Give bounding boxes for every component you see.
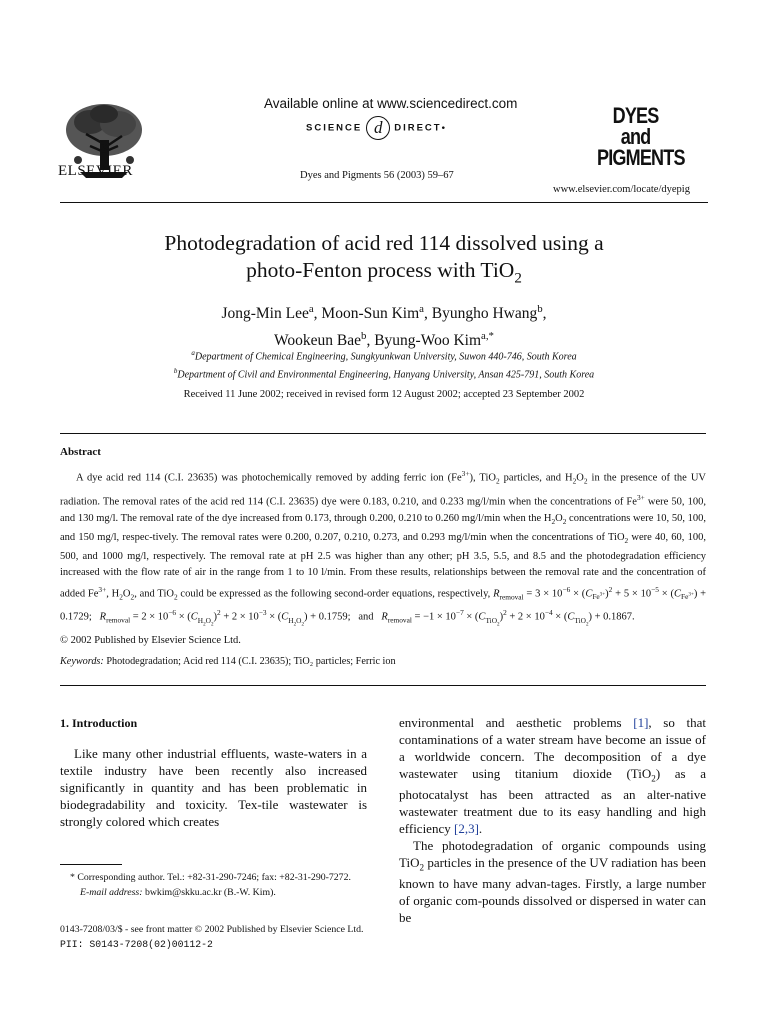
body-left-column (60, 746, 367, 831)
footnote (60, 870, 370, 900)
reference-link-1[interactable]: [1] (633, 715, 649, 730)
sd-right-text: DIRECT• (394, 122, 447, 134)
author-5[interactable]: Byung-Woo Kim (374, 332, 482, 350)
intro-paragraph-1-cont: environmental and aesthetic problems [1], so that contaminations of a water stream have become an issue of a worldwide concern. The decomposition of a dye wastewater using titanium dioxide (TiO$_2$) as a photocatalyst has been attracted as an alter-native wastewater treatment due to its easy handling and high efficiency [2,3]. (399, 715, 706, 837)
corresponding-author-note: * Corresponding author. Tel.: +82-31-290-7246; fax: +82-31-290-7272. (70, 872, 351, 883)
abstract-copyright: © 2002 Published by Elsevier Science Ltd. (60, 634, 241, 646)
journal-logo (597, 103, 685, 170)
reference-link-2-3[interactable]: [2,3] (453, 821, 479, 837)
affiliation-b: $^b$Department of Civil and Environmental Engineering, Hanyang University, Ansan 425-791, South Korea (173, 367, 595, 381)
affiliation-a: $^a$Department of Chemical Engineering, Sungkyunkwan University, Suwon 440-746, South Korea (191, 349, 577, 363)
section-heading-introduction: 1. Introduction (60, 716, 138, 730)
keywords-list: Photodegradation; Acid red 114 (C.I. 23635); TiO₂ particles; Ferric ion (106, 656, 396, 667)
author-2[interactable]: Moon-Sun Kim (321, 305, 420, 323)
keywords (60, 656, 706, 667)
page-footer (60, 922, 363, 952)
sd-left-text: SCIENCE (306, 122, 363, 134)
author-list: Jong-Min Lee$^a$, Moon-Sun Kim$^a$, Byungho Hwang$^b$, Wookeun Bae$^b$, Byung-Woo Kim$^{a,*}$ (221, 303, 547, 350)
email-line: E-mail address: bwkim@skku.ac.kr (B.-W. Kim). (80, 887, 276, 898)
abstract-top-divider (60, 433, 706, 434)
journal-logo-line2: and (620, 124, 651, 149)
received-dates: Received 11 June 2002; received in revised form 12 August 2002; accepted 23 September 2002 (183, 389, 585, 400)
journal-logo-line1: DYES (612, 103, 659, 128)
affiliations (60, 346, 708, 383)
intro-paragraph-1: Like many other industrial effluents, waste-waters in a textile industry have been recently also increased significantly in quantity and has been problematic in biodegradability and toxicity. Tex-tile wastewater is strongly colored which creates (60, 746, 367, 829)
issn-line: 0143-7208/03/$ - see front matter © 2002 Published by Elsevier Science Ltd. (60, 924, 364, 935)
title-line-1: Photodegradation of acid red 114 dissolved using a (164, 231, 604, 255)
pii-line: PII: S0143-7208(02)00112-2 (60, 939, 213, 950)
publisher-name: ELSEVIER (58, 163, 133, 179)
author-email-link[interactable]: bwkim@skku.ac.kr (B.-W. Kim). (144, 887, 276, 898)
journal-url-link[interactable]: www.elsevier.com/locate/dyepig (553, 184, 690, 195)
sd-at-icon: d (366, 116, 390, 140)
body-right-column (399, 715, 706, 927)
author-1[interactable]: Jong-Min Lee (221, 305, 309, 323)
journal-logo-line3: PIGMENTS (597, 145, 685, 170)
abstract-bottom-divider (60, 685, 706, 686)
intro-paragraph-2: The photodegradation of organic compounds using TiO$_2$ particles in the presence of the UV radiation has been known to have many advan-tages. Firstly, a large number of organic com-pounds dissolved or dispersed in water can be (399, 837, 706, 926)
author-3[interactable]: Byungho Hwang (431, 305, 538, 323)
author-4[interactable]: Wookeun Bae (274, 332, 362, 350)
title-line-2: photo-Fenton process with TiO$_2$ (246, 258, 522, 287)
available-online-link[interactable]: Available online at www.sciencedirect.com (264, 96, 518, 111)
footnote-divider (60, 864, 122, 865)
journal-citation: Dyes and Pigments 56 (2003) 59–67 (300, 170, 454, 181)
article-title (60, 230, 708, 292)
header-divider (60, 202, 708, 203)
sciencedirect-logo (306, 116, 447, 140)
keywords-label: Keywords: (60, 656, 104, 667)
abstract-heading: Abstract (60, 446, 101, 458)
abstract-body: A dye acid red 114 (C.I. 23635) was photochemically removed by adding ferric ion $(Fe^{3+})$, TiO$_2$ particles, and $H_2O_2$ in the presence of the UV radiation. The removal rates of the acid red 114 (C.I. 23635) dye were 0.183, 0.210, and 0.233 mg/l/min when the concentrations of $Fe^{3+}$ were 50, 100, and 130 mg/l. The removal rate of the dye increased from 0.173, through 0.200, 0.210 to 0.260 mg/l/min when the $H_2O_2$ concentrations were 10, 50, 100, and 150 mg/l, respec-tively. The removal rates were 0.200, 0.207, 0.210, 0.273, and 0.293 mg/l/min when the concentrations of TiO$_2$ were 40, 60, 100, 500, and 1000 mg/l, respectively. The removal rate at pH 2.5 was higher than any other; pH 3.5, 5.5, and 8.5 and the photodegradation efficiency increased with the flow rate of air in the range from 1 to 10 l/min. From these results, relationships between the removal rate and the concentration of added $Fe^{3+}$, $H_2O_2$, and TiO$_2$ could be expressed as the following second-order equations, respectively, $R_{removal} = 3 \times 10^{-6} \times (C_{Fe^{3+}})^2 + 5 \times 10^{-5} \times (C_{Fe^{3+}}) + 0.1729$; $R_{removal} = 2 \times 10^{-6} \times (C_{H_2O_2})^2 + 2 \times 10^{-3} \times (C_{H_2O_2}) + 0.1759$; and $R_{removal} = -1 \times 10^{-7} \times (C_{TiO_2})^2 + 2 \times 10^{-4} \times (C_{TiO_2}) + 0.1867$. © 2002 Published by Elsevier Science Ltd. (60, 466, 706, 649)
